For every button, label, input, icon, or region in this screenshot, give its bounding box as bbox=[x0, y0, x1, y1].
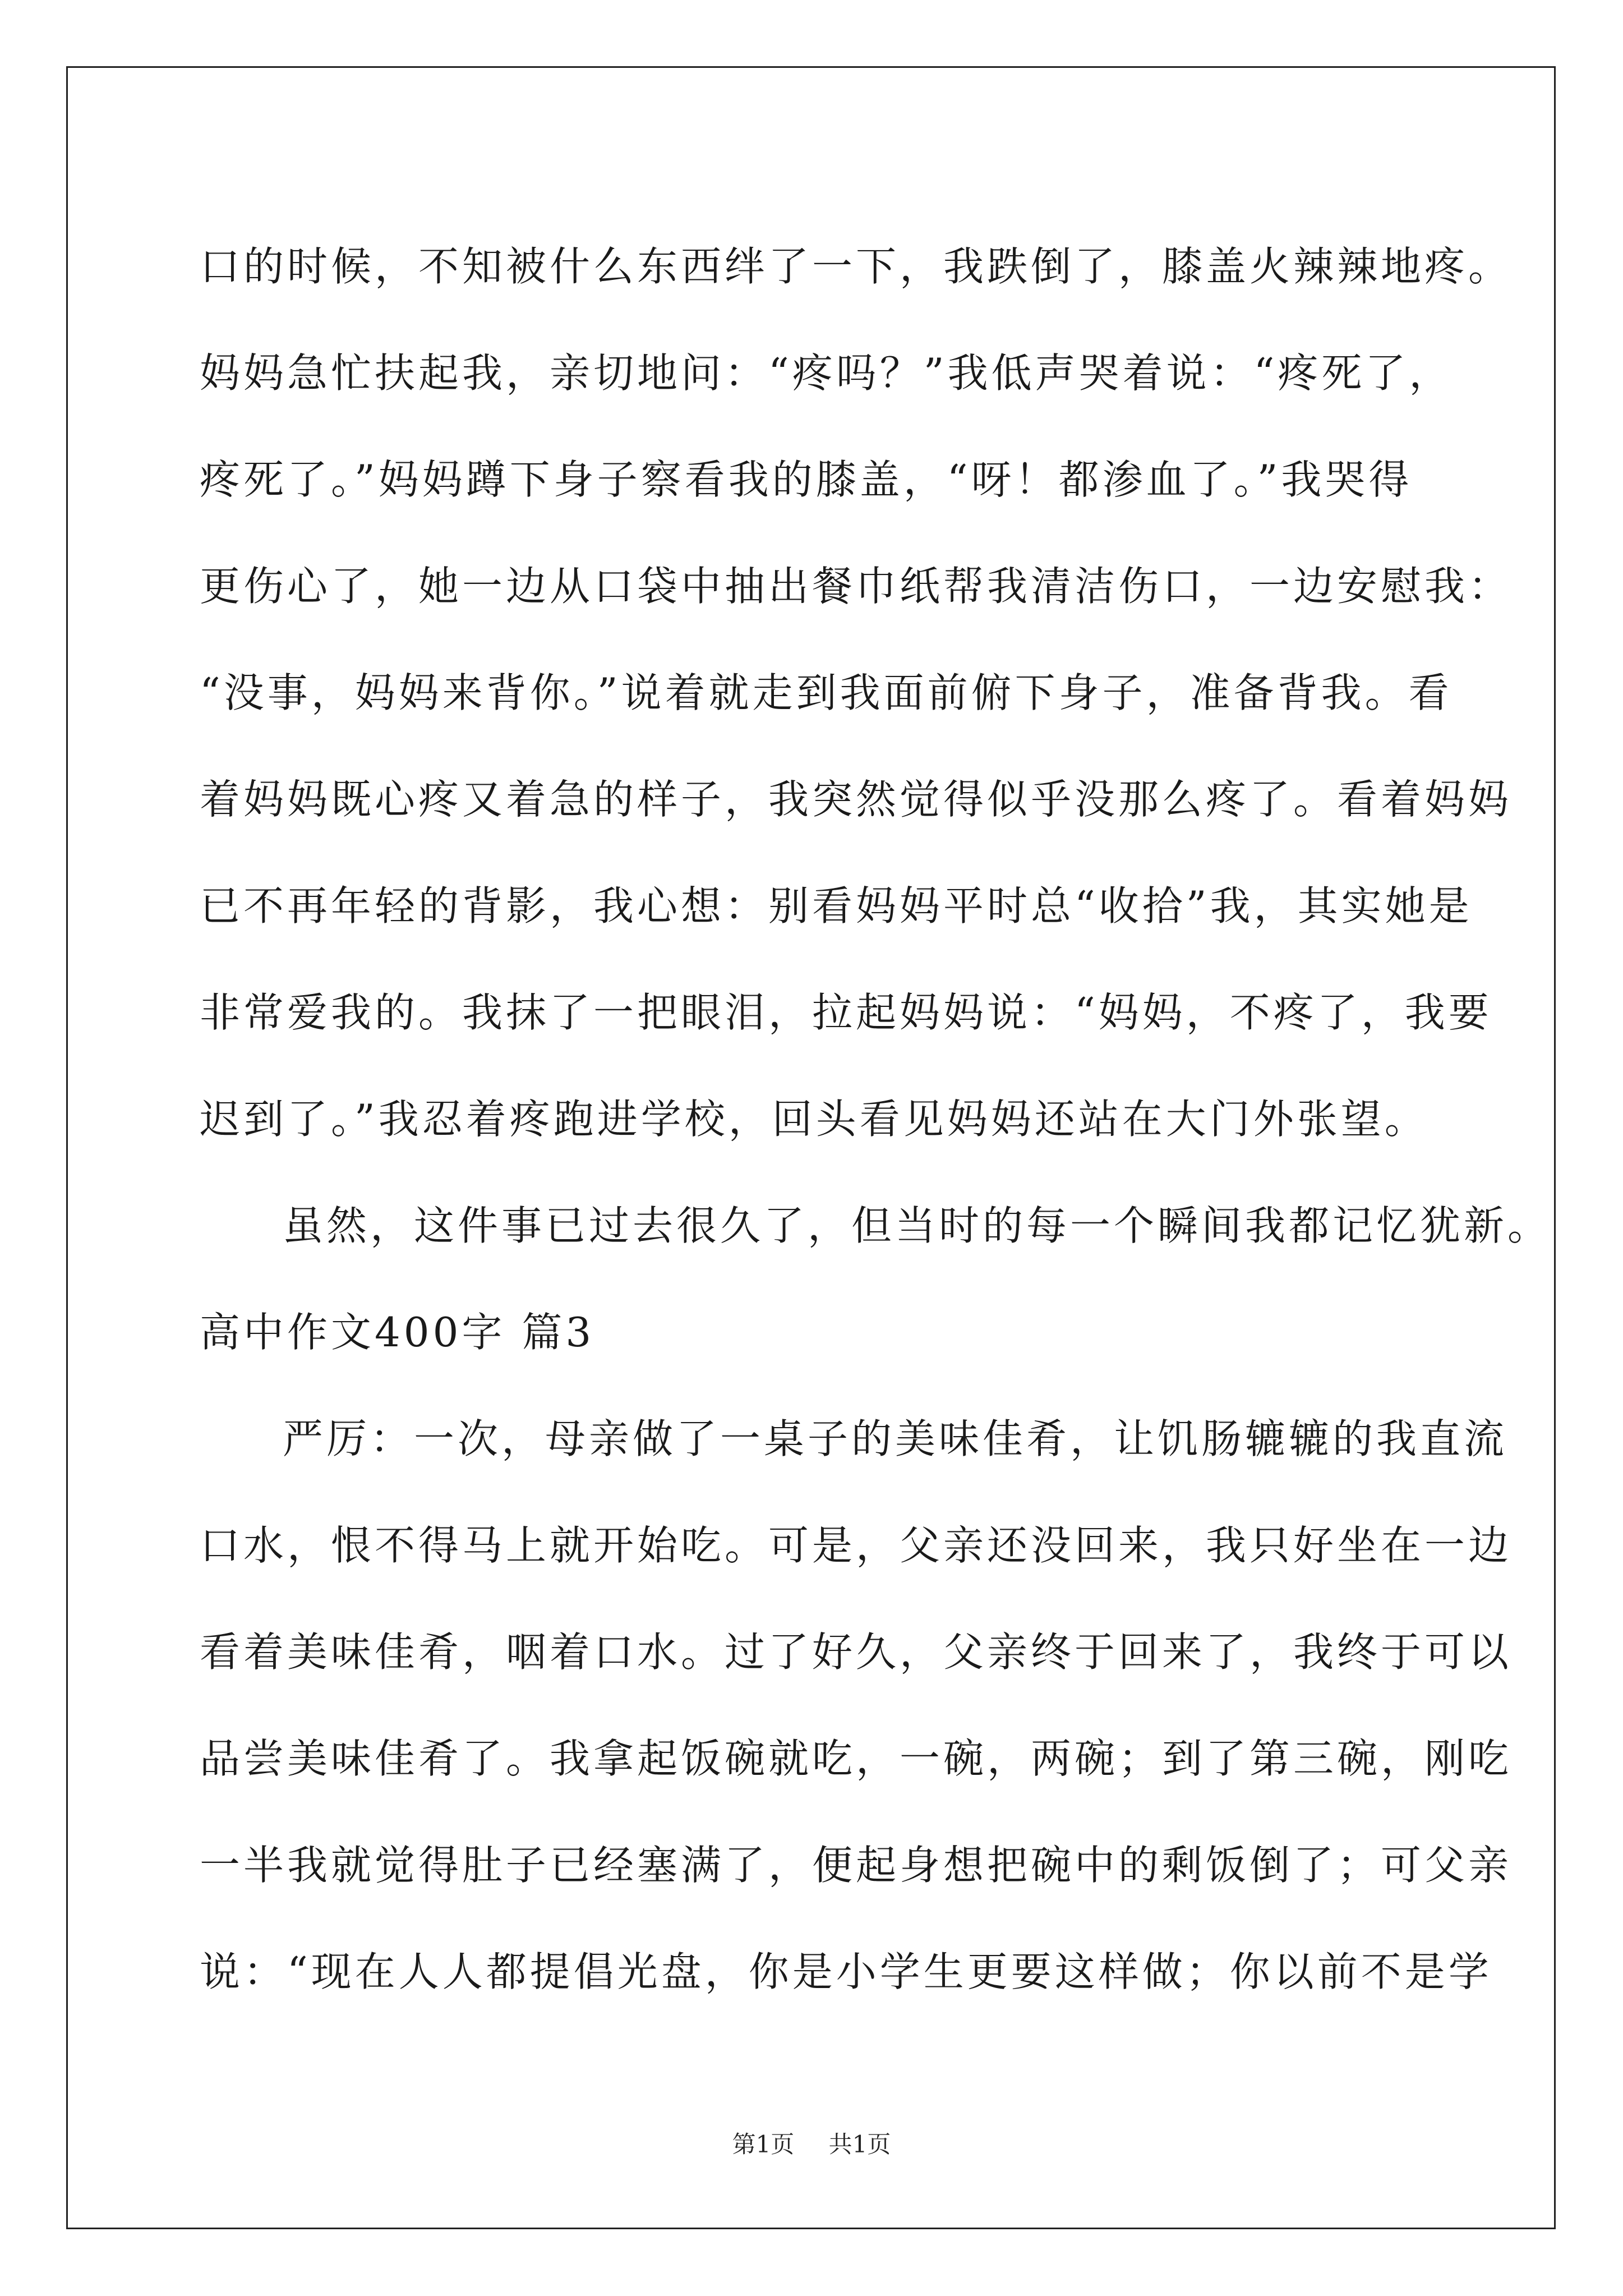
text-line: 口的时候，不知被什么东西绊了一下，我跌倒了，膝盖火辣辣地疼。 bbox=[200, 243, 1513, 290]
text-line: “没事，妈妈来背你。”说着就走到我面前俯下身子，准备背我。看 bbox=[200, 669, 1453, 716]
document-body bbox=[200, 213, 1552, 2025]
page-number: 第1页 bbox=[732, 2131, 795, 2158]
section-heading: 高中作文400字 篇3 bbox=[200, 1309, 595, 1356]
text-line: 着妈妈既心疼又着急的样子，我突然觉得似乎没那么疼了。看着妈妈 bbox=[200, 776, 1513, 823]
page-total: 共1页 bbox=[828, 2131, 891, 2158]
text-line: 品尝美味佳肴了。我拿起饭碗就吃，一碗，两碗；到了第三碗，刚吃 bbox=[200, 1735, 1513, 1782]
text-line: 疼死了。”妈妈蹲下身子察看我的膝盖，“呀！都渗血了。”我哭得 bbox=[200, 456, 1413, 503]
text-line: 非常爱我的。我抹了一把眼泪，拉起妈妈说：“妈妈，不疼了，我要 bbox=[200, 989, 1492, 1036]
text-line: 更伤心了，她一边从口袋中抽出餐巾纸帮我清洁伤口，一边安慰我： bbox=[200, 563, 1513, 610]
text-line: 已不再年轻的背影，我心想：别看妈妈平时总“收拾”我，其实她是 bbox=[200, 882, 1473, 930]
text-line: 妈妈急忙扶起我，亲切地问：“疼吗？”我低声哭着说：“疼死了， bbox=[200, 349, 1453, 397]
text-line: 虽然，这件事已过去很久了，但当时的每一个瞬间我都记忆犹新。 bbox=[283, 1202, 1552, 1249]
text-line: 说：“现在人人都提倡光盘，你是小学生更要这样做；你以前不是学 bbox=[200, 1948, 1492, 1995]
text-line: 一半我就觉得肚子已经塞满了，便起身想把碗中的剩饭倒了；可父亲 bbox=[200, 1842, 1513, 1889]
text-line: 严厉：一次，母亲做了一桌子的美味佳肴，让饥肠辘辘的我直流 bbox=[283, 1415, 1508, 1462]
page-footer bbox=[0, 2126, 1623, 2160]
text-line: 口水，恨不得马上就开始吃。可是，父亲还没回来，我只好坐在一边 bbox=[200, 1522, 1513, 1569]
text-line: 迟到了。”我忍着疼跑进学校，回头看见妈妈还站在大门外张望。 bbox=[200, 1096, 1428, 1143]
text-line: 看着美味佳肴，咽着口水。过了好久，父亲终于回来了，我终于可以 bbox=[200, 1628, 1513, 1676]
